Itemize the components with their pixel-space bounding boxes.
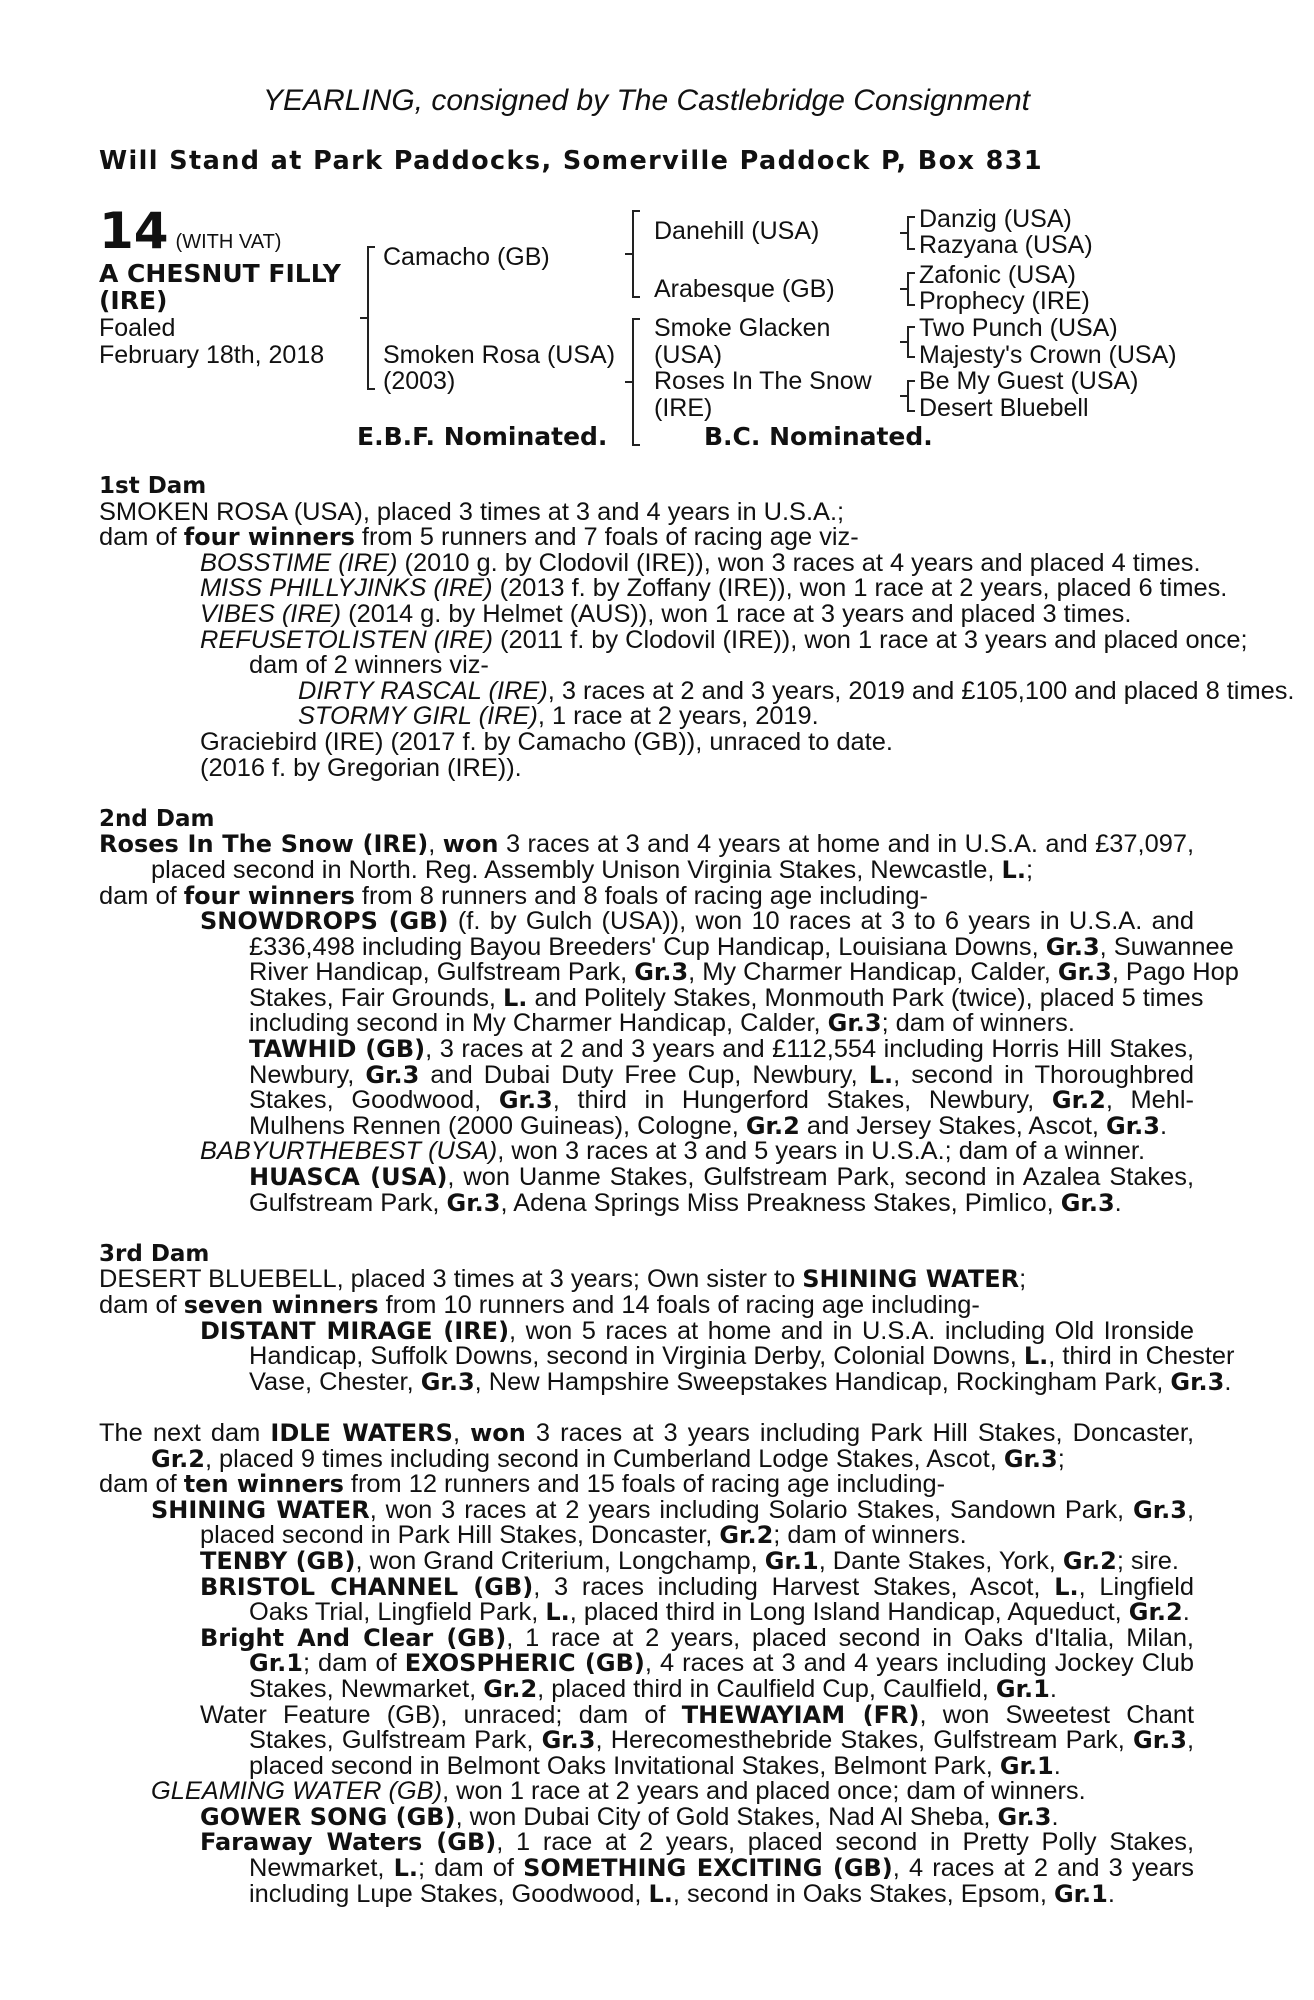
dam-summary: Roses In The Snow (IRE), won 3 races at 3 and 4 years at home and in U.S.A. and £37,097, (99, 830, 1194, 859)
dam-summary: Gr.2, placed 9 times including second in Cumberland Lodge Stakes, Ascot, Gr.3; (151, 1444, 1065, 1473)
produce-entry: DIRTY RASCAL (IRE), 3 races at 2 and 3 years, 2019 and £105,100 and placed 8 times. (298, 676, 1295, 705)
ebf-nominated: E.B.F. Nominated. (357, 422, 608, 451)
produce-entry: MISS PHILLYJINKS (IRE) (2013 f. by Zoffany (IRE)), won 1 race at 2 years, placed 6 times. (200, 574, 1228, 603)
produce-entry: VIBES (IRE) (2014 g. by Helmet (AUS)), won 1 race at 3 years and placed 3 times. (200, 599, 1132, 628)
sire-sire-sire: Danzig (USA) (919, 205, 1072, 233)
stand-location: Will Stand at Park Paddocks, Somerville Paddock P, Box 831 (99, 146, 1044, 176)
consignment-title: YEARLING, consigned by The Castlebridge Consignment (262, 84, 1031, 117)
sire-dam-dam: Prophecy (IRE) (919, 287, 1090, 315)
foaled-date: February 18th, 2018 (99, 341, 325, 369)
produce-entry: (2016 f. by Gregorian (IRE)). (200, 753, 522, 782)
sire: Camacho (GB) (383, 243, 550, 271)
sire-dam: Arabesque (GB) (654, 275, 835, 303)
dam: Smoken Rosa (USA) (383, 341, 616, 369)
produce-entry: GOWER SONG (GB), won Dubai City of Gold Stakes, Nad Al Sheba, Gr.3. (200, 1802, 1059, 1831)
dam-summary: The next dam IDLE WATERS, won 3 races at 3 years including Park Hill Stakes, Doncaster, (99, 1418, 1194, 1447)
dam-dam-country: (IRE) (654, 394, 713, 422)
dam-produce-summary: dam of ten winners from 12 runners and 15 foals of racing age including- (99, 1470, 946, 1499)
dam-produce-summary: dam of four winners from 5 runners and 7 foals of racing age viz- (99, 523, 859, 552)
lot-name: A CHESNUT FILLY (99, 259, 341, 288)
produce-entry: BOSSTIME (IRE) (2010 g. by Clodovil (IRE)), won 3 races at 4 years and placed 4 times. (200, 548, 1201, 577)
sire-dam-brace (367, 246, 375, 390)
lot-name-country: (IRE) (99, 286, 168, 315)
produce-entry: STORMY GIRL (IRE), 1 race at 2 years, 2019. (298, 702, 819, 731)
produce-entry: SHINING WATER, won 3 races at 2 years including Solario Stakes, Sandown Park, Gr.3, placed second in Park Hill Stakes, Doncaster, Gr.2; dam of winners. (151, 1495, 1195, 1550)
third-dam-section (99, 1240, 1235, 1396)
foaled-label: Foaled (99, 314, 176, 342)
produce-entry: REFUSETOLISTEN (IRE) (2011 f. by Clodovil (IRE)), won 1 race at 3 years and placed once; (200, 625, 1248, 654)
dam-sire-country: (USA) (654, 341, 723, 369)
produce-entry: TENBY (GB), won Grand Criterium, Longchamp, Gr.1, Dante Stakes, York, Gr.2; sire. (200, 1546, 1179, 1575)
section-heading: 1st Dam (99, 473, 207, 499)
sire-parents-brace (632, 210, 640, 298)
brace-sd (907, 272, 915, 306)
sire-sire: Danehill (USA) (654, 217, 820, 245)
lot-number: 14 (99, 202, 169, 260)
section-heading: 3rd Dam (99, 1240, 210, 1267)
brace-ds (907, 326, 915, 358)
dam-year: (2003) (383, 367, 456, 395)
produce-entry: SNOWDROPS (GB) (f. by Gulch (USA)), won 10 races at 3 to 6 years in U.S.A. and £336,498 including Bayou Breeders' Cup Handicap, Louisiana Downs, Gr.3, Suwannee River Handicap, Gulfstream Park, Gr.3, My Charmer Handicap, Calder, Gr.3, Pago Hop Stakes, Fair Grounds, L. and Politely Stakes, Monmouth Park (twice), placed 5 times including second in My Charmer Handicap, Calder, Gr.3; dam of winners. (200, 907, 1239, 1038)
produce-entry: Graciebird (IRE) (2017 f. by Camacho (GB)), unraced to date. (200, 727, 893, 756)
produce-entry: DISTANT MIRAGE (IRE), won 5 races at home and in U.S.A. including Old Ironside Handicap, Suffolk Downs, second in Virginia Derby, Colonial Downs, L., third in Chester Vase, Chester, Gr.3, New Hampshire Sweepstakes Handicap, Rockingham Park, Gr.3. (200, 1316, 1235, 1396)
bc-nominated: B.C. Nominated. (704, 422, 933, 451)
dam-summary: DESERT BLUEBELL, placed 3 times at 3 years; Own sister to SHINING WATER; (99, 1265, 1027, 1294)
lot-vat: (WITH VAT) (175, 231, 282, 253)
pedigree-block (99, 202, 1194, 454)
produce-record (99, 473, 1295, 1908)
sire-sire-dam: Razyana (USA) (919, 231, 1093, 259)
dam-sire-sire: Two Punch (USA) (919, 314, 1118, 342)
produce-sub-summary: dam of 2 winners viz- (249, 651, 489, 680)
produce-entry: Water Feature (GB), unraced; dam of THEWAYIAM (FR), won Sweetest Chant Stakes, Gulfstream Park, Gr.3, Herecomesthebride Stakes, Gulfstream Park, Gr.3, placed second in Belmont Oaks Invitational Stakes, Belmont Park, Gr.1. (200, 1700, 1194, 1780)
lot-number-line (99, 202, 282, 260)
dam-dam-sire: Be My Guest (USA) (919, 367, 1139, 395)
dam-dam: Roses In The Snow (654, 367, 872, 395)
dam-summary: SMOKEN ROSA (USA), placed 3 times at 3 and 4 years in U.S.A.; (99, 497, 845, 526)
produce-entry: HUASCA (USA), won Uanme Stakes, Gulfstream Park, second in Azalea Stakes, Gulfstream Park, Gr.3, Adena Springs Miss Preakness Stakes, Pimlico, Gr.3. (249, 1163, 1195, 1217)
sire-dam-sire: Zafonic (USA) (919, 261, 1076, 289)
section-heading: 2nd Dam (99, 805, 215, 832)
second-dam-section (99, 805, 1239, 1217)
dam-produce-summary: dam of four winners from 8 runners and 8 foals of racing age including- (99, 881, 928, 910)
next-dam-section (99, 1418, 1195, 1908)
first-dam-section (99, 473, 1295, 782)
dam-summary: placed second in North. Reg. Assembly Unison Virginia Stakes, Newcastle, L.; (151, 855, 1034, 884)
brace-ss (907, 216, 915, 250)
dam-parents-brace (632, 318, 640, 446)
dam-produce-summary: dam of seven winners from 10 runners and 14 foals of racing age including- (99, 1291, 980, 1319)
produce-entry: BRISTOL CHANNEL (GB), 3 races including Harvest Stakes, Ascot, L., Lingfield Oaks Trial, Lingfield Park, L., placed third in Long Island Handicap, Aqueduct, Gr.2. (200, 1572, 1194, 1627)
brace-dd (907, 380, 915, 412)
produce-entry: GLEAMING WATER (GB), won 1 race at 2 years and placed once; dam of winners. (151, 1777, 1086, 1806)
produce-entry: Faraway Waters (GB), 1 race at 2 years, placed second in Pretty Polly Stakes, Newmarket, L.; dam of SOMETHING EXCITING (GB), 4 races at 2 and 3 years including Lupe Stakes, Goodwood, L., second in Oaks Stakes, Epsom, Gr.1. (200, 1828, 1195, 1908)
produce-entry: Bright And Clear (GB), 1 race at 2 years, placed second in Oaks d'Italia, Milan, Gr.1; dam of EXOSPHERIC (GB), 4 races at 3 and 4 years including Jockey Club Stakes, Newmarket, Gr.2, placed third in Caulfield Cup, Caulfield, Gr.1. (200, 1623, 1194, 1703)
dam-sire: Smoke Glacken (654, 314, 831, 342)
dam-dam-dam: Desert Bluebell (919, 394, 1089, 422)
dam-sire-dam: Majesty's Crown (USA) (919, 341, 1177, 369)
produce-entry: BABYURTHEBEST (USA), won 3 races at 3 and 5 years in U.S.A.; dam of a winner. (200, 1137, 1146, 1166)
produce-entry: TAWHID (GB), 3 races at 2 and 3 years and £112,554 including Horris Hill Stakes, Newbury, Gr.3 and Dubai Duty Free Cup, Newbury, L., second in Thoroughbred Stakes, Goodwood, Gr.3, third in Hungerford Stakes, Newbury, Gr.2, Mehl- Mulhens Rennen (2000 Guineas), Cologne, Gr.2 and Jersey Stakes, Ascot, Gr.3. (249, 1035, 1194, 1140)
